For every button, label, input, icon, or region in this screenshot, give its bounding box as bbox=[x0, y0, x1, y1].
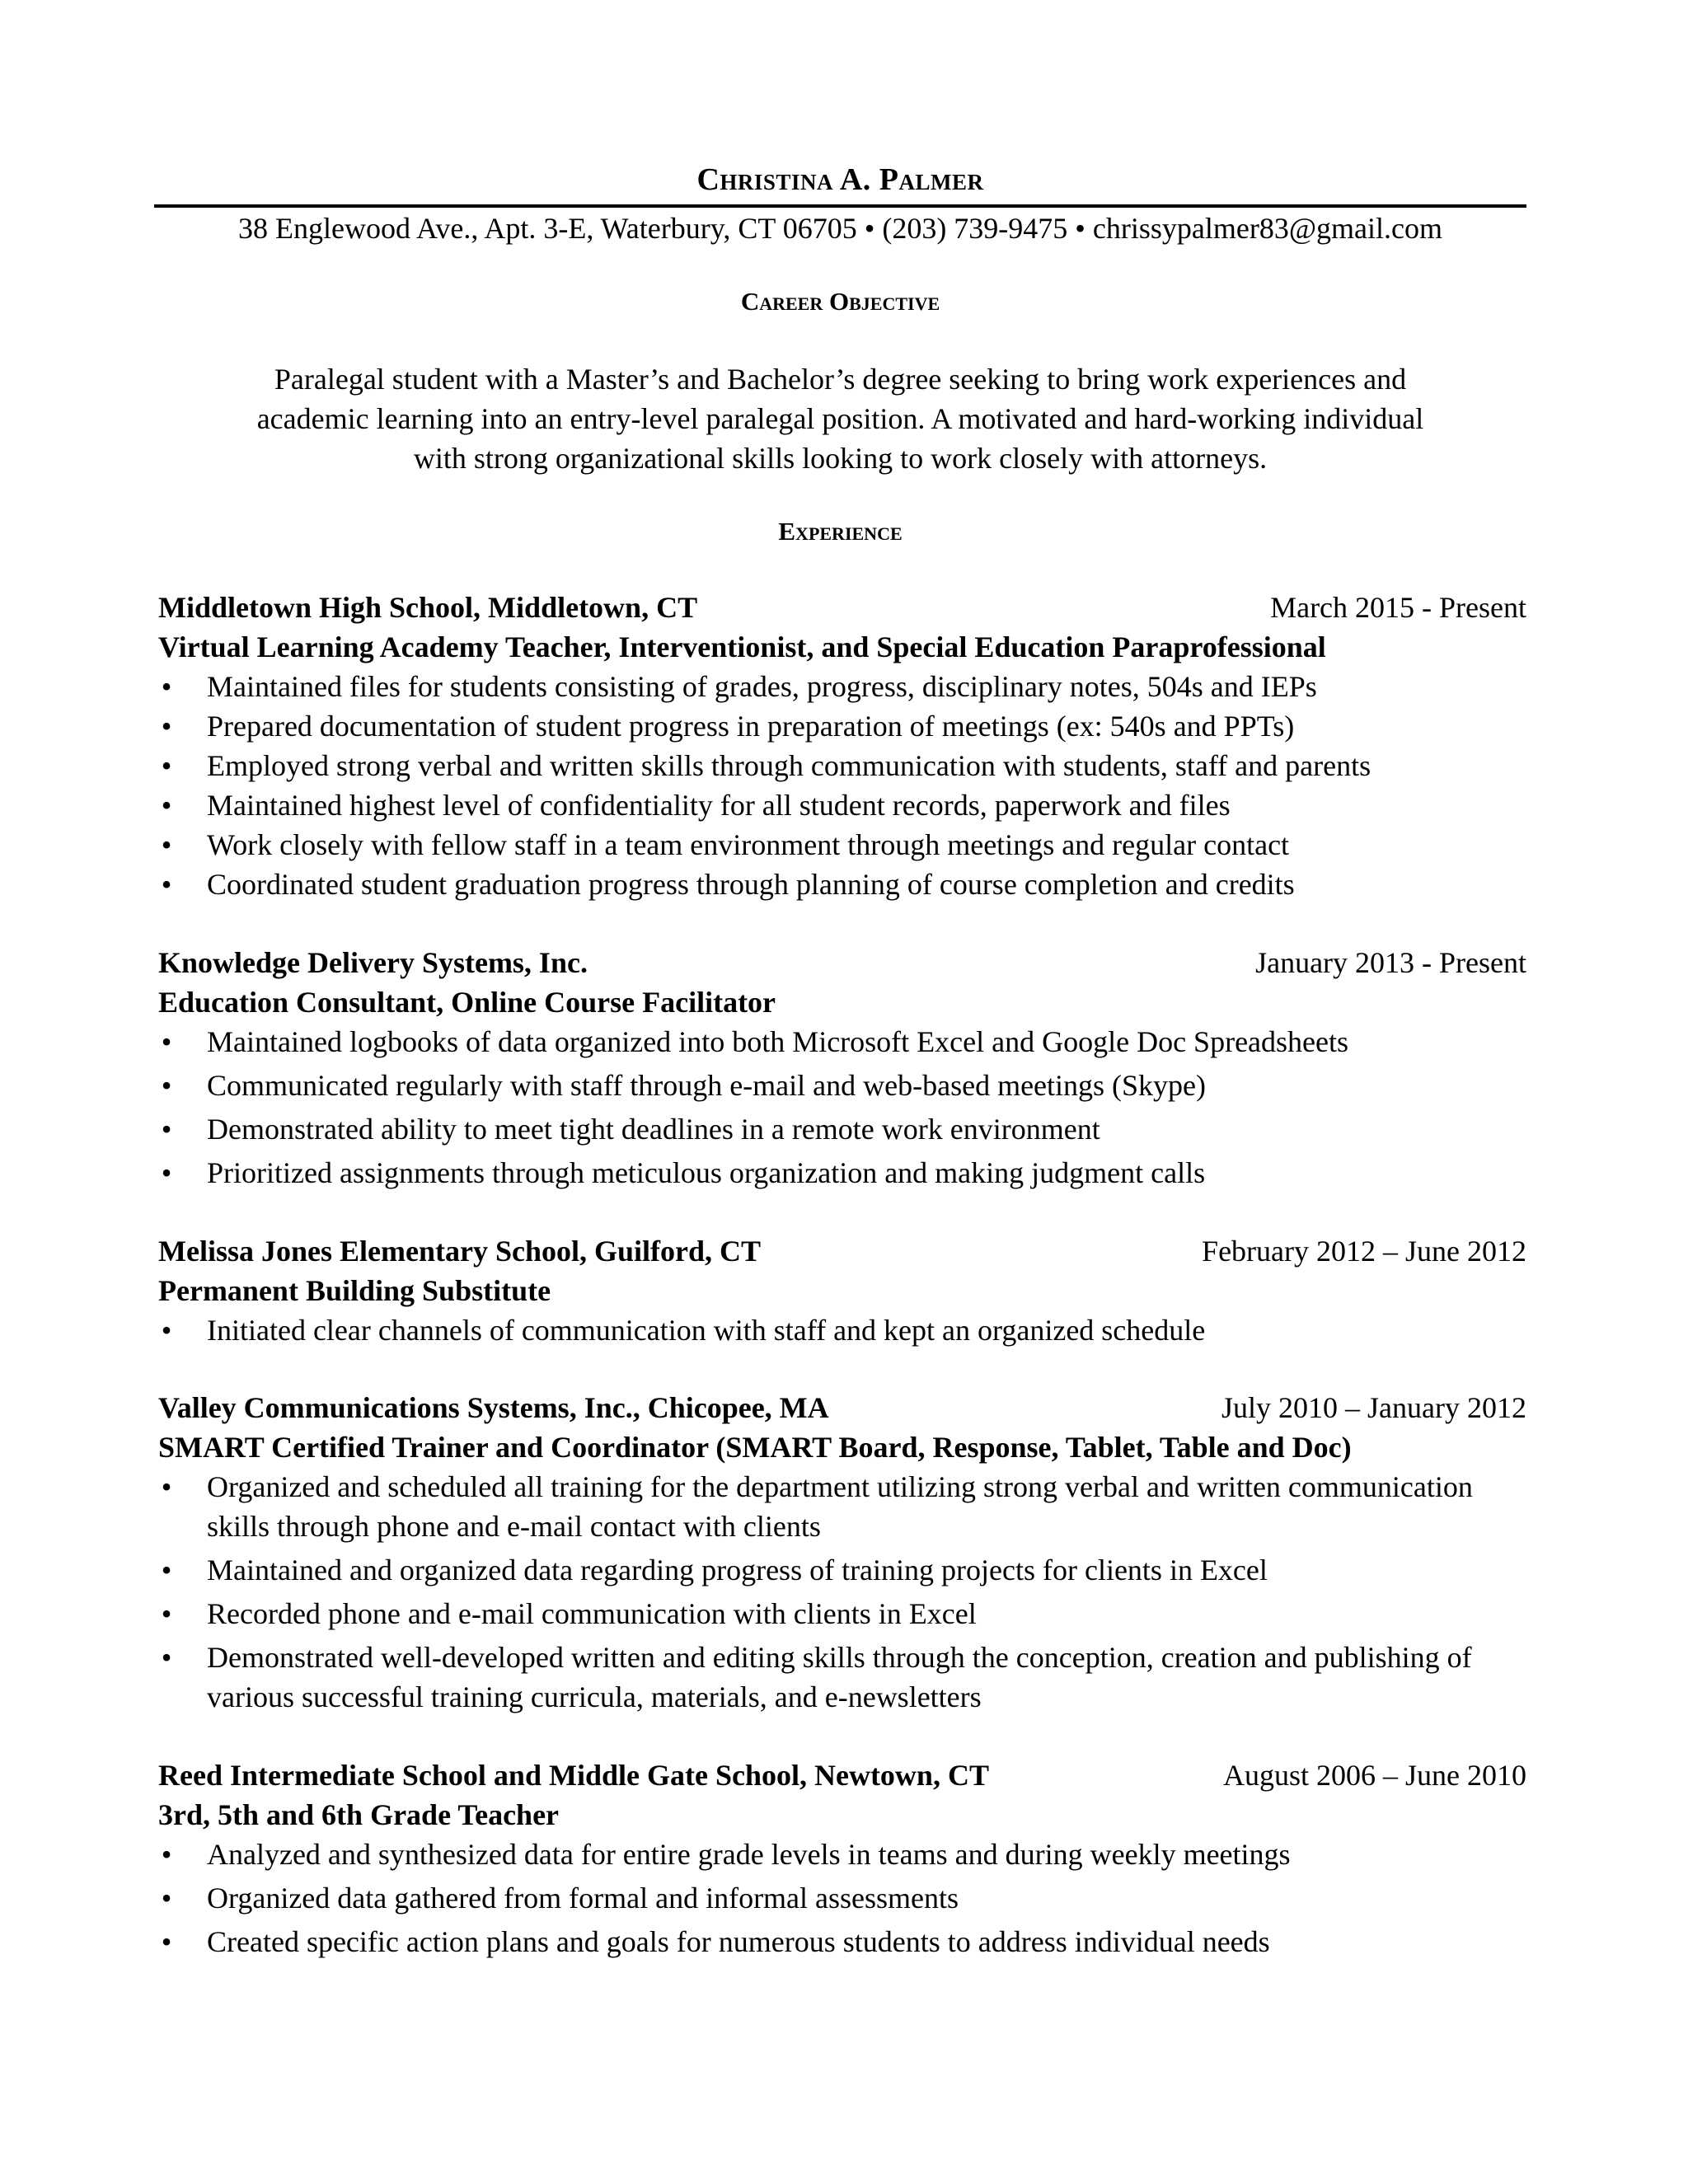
job-dates: February 2012 – June 2012 bbox=[1202, 1235, 1526, 1268]
bullet-icon: • bbox=[161, 1838, 172, 1871]
list-item-text: Demonstrated well-developed written and editing skills through the conception, creation and publishing of various successful training curricula, materials, and e-newsletters bbox=[207, 1641, 1472, 1713]
list-item-text: Communicated regularly with staff through e-mail and web-based meetings (Skype) bbox=[207, 1069, 1207, 1102]
bullet-icon: • bbox=[161, 1925, 172, 1958]
job-bullets bbox=[158, 1467, 1526, 1717]
job-role: Education Consultant, Online Course Facilitator bbox=[158, 986, 776, 1019]
list-item bbox=[158, 1109, 1526, 1149]
job-dates: March 2015 - Present bbox=[1270, 591, 1526, 624]
list-item bbox=[158, 785, 1526, 825]
objective-line: with strong organizational skills looking to work closely with attorneys. bbox=[413, 442, 1268, 475]
contact-line: 38 Englewood Ave., Apt. 3-E, Waterbury, CT 06705 • (203) 739-9475 • chrissypalmer83@gmail.com bbox=[238, 212, 1442, 245]
job-employer: Middletown High School, Middletown, CT bbox=[158, 591, 698, 624]
job-entry bbox=[158, 1755, 1526, 1966]
job-bullets bbox=[158, 1835, 1526, 1961]
list-item-text: Initiated clear channels of communication with staff and kept an organized schedule bbox=[207, 1314, 1206, 1347]
bullet-icon: • bbox=[161, 1882, 172, 1915]
list-item-text: Work closely with fellow staff in a team environment through meetings and regular contact bbox=[207, 828, 1290, 861]
bullet-icon: • bbox=[161, 1156, 172, 1189]
job-role: Permanent Building Substitute bbox=[158, 1274, 551, 1307]
objective-text bbox=[154, 359, 1526, 478]
job-dates: July 2010 – January 2012 bbox=[1221, 1391, 1526, 1424]
list-item-text: Employed strong verbal and written skills through communication with students, staff and parents bbox=[207, 749, 1372, 782]
job-employer: Valley Communications Systems, Inc., Chicopee, MA bbox=[158, 1391, 829, 1424]
list-item bbox=[158, 706, 1526, 746]
job-role: 3rd, 5th and 6th Grade Teacher bbox=[158, 1798, 560, 1831]
bullet-icon: • bbox=[161, 1025, 172, 1058]
list-item bbox=[158, 1310, 1526, 1350]
job-employer: Melissa Jones Elementary School, Guilford, CT bbox=[158, 1235, 761, 1268]
list-item-text: Coordinated student graduation progress through planning of course completion and credits bbox=[207, 868, 1295, 901]
job-employer: Knowledge Delivery Systems, Inc. bbox=[158, 946, 588, 979]
list-item bbox=[158, 1922, 1526, 1961]
section-heading-objective: Career Objective bbox=[740, 287, 940, 316]
job-entry bbox=[158, 1388, 1526, 1721]
list-item-text: Maintained highest level of confidentiality for all student records, paperwork and files bbox=[207, 789, 1231, 822]
list-item bbox=[158, 1878, 1526, 1918]
list-item bbox=[158, 1153, 1526, 1193]
job-bullets bbox=[158, 1310, 1526, 1350]
bullet-icon: • bbox=[161, 1554, 172, 1586]
list-item bbox=[158, 1550, 1526, 1590]
bullet-icon: • bbox=[161, 749, 172, 782]
list-item bbox=[158, 1835, 1526, 1874]
objective-line: academic learning into an entry-level paralegal position. A motivated and hard-working individual bbox=[256, 402, 1424, 435]
list-item-text: Analyzed and synthesized data for entire grade levels in teams and during weekly meetings bbox=[207, 1838, 1291, 1871]
list-item-text: Prioritized assignments through meticulous organization and making judgment calls bbox=[207, 1156, 1206, 1189]
job-dates: August 2006 – June 2010 bbox=[1223, 1759, 1526, 1792]
list-item bbox=[158, 1022, 1526, 1062]
list-item bbox=[158, 746, 1526, 785]
list-item-text: Recorded phone and e-mail communication with clients in Excel bbox=[207, 1597, 977, 1630]
job-employer: Reed Intermediate School and Middle Gate School, Newtown, CT bbox=[158, 1759, 989, 1792]
bullet-icon: • bbox=[161, 670, 172, 703]
list-item bbox=[158, 1638, 1526, 1717]
objective-line: Paralegal student with a Master’s and Bachelor’s degree seeking to bring work experiences and bbox=[274, 363, 1407, 396]
job-role: SMART Certified Trainer and Coordinator (SMART Board, Response, Tablet, Table and Doc) bbox=[158, 1431, 1352, 1464]
job-header bbox=[158, 1231, 1526, 1271]
bullet-icon: • bbox=[161, 1314, 172, 1347]
bullet-icon: • bbox=[161, 1069, 172, 1102]
bullet-icon: • bbox=[161, 1113, 172, 1146]
list-item bbox=[158, 1066, 1526, 1105]
job-bullets bbox=[158, 1022, 1526, 1193]
name-divider bbox=[154, 204, 1526, 208]
list-item-text: Maintained logbooks of data organized into both Microsoft Excel and Google Doc Spreadsheets bbox=[207, 1025, 1348, 1058]
list-item-text: Organized and scheduled all training for the department utilizing strong verbal and written communication skills through phone and e-mail contact with clients bbox=[207, 1470, 1473, 1543]
bullet-icon: • bbox=[161, 828, 172, 861]
job-dates: January 2013 - Present bbox=[1255, 946, 1526, 979]
bullet-icon: • bbox=[161, 1470, 172, 1503]
list-item bbox=[158, 1467, 1526, 1546]
job-header bbox=[158, 1755, 1526, 1795]
bullet-icon: • bbox=[161, 868, 172, 901]
candidate-name: Christina A. Palmer bbox=[696, 162, 984, 197]
list-item-text: Created specific action plans and goals for numerous students to address individual needs bbox=[207, 1925, 1270, 1958]
list-item-text: Demonstrated ability to meet tight deadlines in a remote work environment bbox=[207, 1113, 1100, 1146]
job-entry bbox=[158, 588, 1526, 904]
bullet-icon: • bbox=[161, 710, 172, 743]
list-item bbox=[158, 825, 1526, 865]
bullet-icon: • bbox=[161, 1597, 172, 1630]
bullet-icon: • bbox=[161, 1641, 172, 1674]
job-header bbox=[158, 1388, 1526, 1427]
section-heading-experience: Experience bbox=[778, 517, 903, 546]
list-item bbox=[158, 865, 1526, 904]
job-role: Virtual Learning Academy Teacher, Interventionist, and Special Education Paraprofessional bbox=[158, 630, 1326, 663]
job-bullets bbox=[158, 667, 1526, 904]
list-item-text: Maintained files for students consisting of grades, progress, disciplinary notes, 504s and IEPs bbox=[207, 670, 1317, 703]
job-entry bbox=[158, 943, 1526, 1197]
job-header bbox=[158, 588, 1526, 627]
list-item bbox=[158, 667, 1526, 706]
list-item-text: Prepared documentation of student progress in preparation of meetings (ex: 540s and PPTs) bbox=[207, 710, 1295, 743]
job-header bbox=[158, 943, 1526, 982]
bullet-icon: • bbox=[161, 789, 172, 822]
job-entry bbox=[158, 1231, 1526, 1350]
list-item-text: Maintained and organized data regarding progress of training projects for clients in Excel bbox=[207, 1554, 1268, 1586]
list-item-text: Organized data gathered from formal and informal assessments bbox=[207, 1882, 959, 1915]
list-item bbox=[158, 1594, 1526, 1633]
